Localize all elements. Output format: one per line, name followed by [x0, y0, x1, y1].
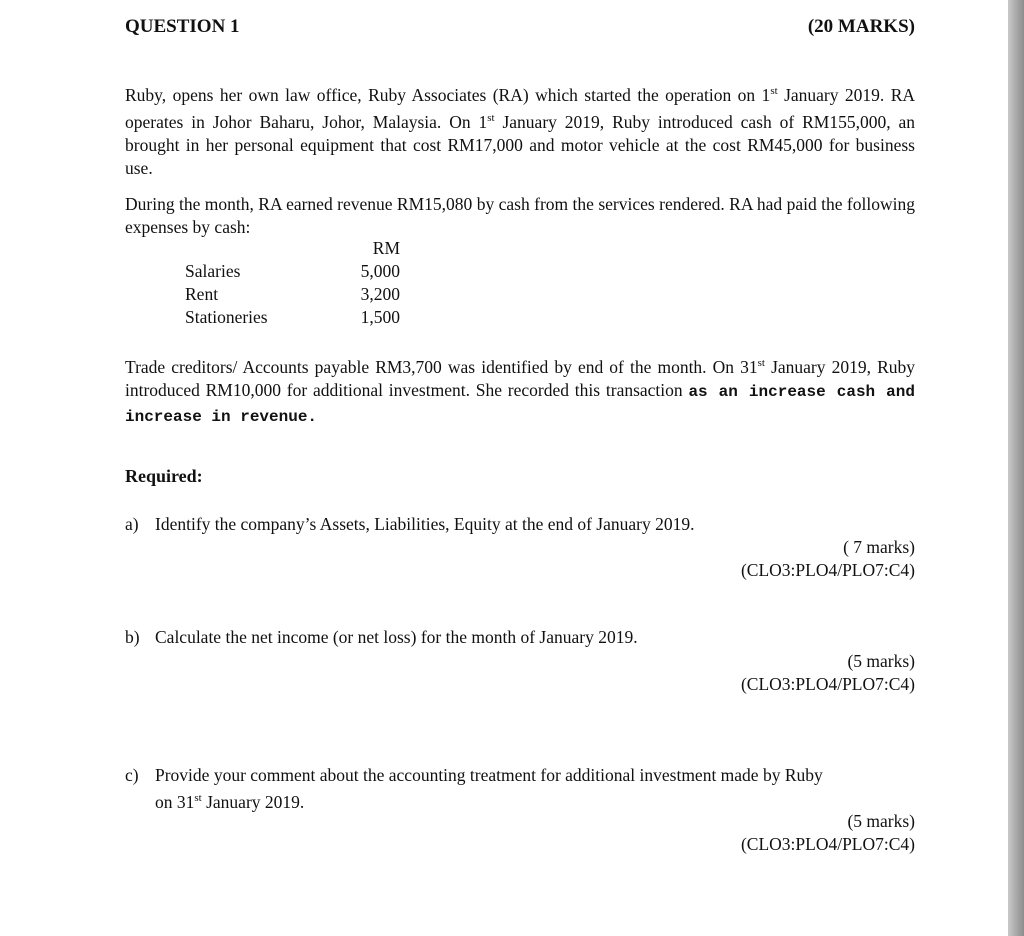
item-c-marks	[615, 810, 915, 856]
outcome-code: (CLO3:PLO4/PLO7:C4)	[740, 560, 915, 580]
question-title: QUESTION 1	[125, 16, 240, 37]
intro-ordinal-2: st	[487, 111, 495, 124]
page-edge-shadow	[1008, 0, 1024, 936]
intro-text-1: Ruby, opens her own law office, Ruby Associates (RA) which started the operation on 1	[125, 84, 771, 105]
creditors-emphasis: as an increase cash and increase in revenue.	[125, 382, 915, 426]
marks-value: (5 marks)	[847, 811, 915, 831]
expense-row	[185, 261, 400, 284]
expense-label: Rent	[185, 284, 219, 304]
intro-text-2: January 2019. RA operates in Johor Baharu, Johor, Malaysia. On 1	[125, 84, 916, 132]
expense-amount: 5,000	[360, 261, 400, 281]
creditors-ordinal: st	[757, 357, 765, 369]
intro-ordinal-1: st	[770, 85, 778, 97]
revenue-paragraph: During the month, RA earned revenue RM15,080 by cash from the services rendered. RA had paid the following expenses by cash:	[125, 194, 915, 237]
item-text: Calculate the net income (or net loss) for the month of January 2019.	[155, 627, 638, 647]
expenses-currency-header: RM	[372, 238, 400, 258]
expense-amount: 3,200	[360, 284, 400, 304]
marks-value: (5 marks)	[847, 651, 915, 671]
outcome-code: (CLO3:PLO4/PLO7:C4)	[740, 834, 915, 854]
item-text: Identify the company’s Assets, Liabilities, Equity at the end of January 2019.	[155, 514, 695, 534]
item-text-line-1: Provide your comment about the accounting treatment for additional investment made by Ruby	[155, 765, 823, 785]
outcome-code: (CLO3:PLO4/PLO7:C4)	[740, 674, 915, 694]
intro-text-3: January 2019, Ruby introduced cash of RM155,000, an brought in her personal equipment that cost RM17,000 and motor vehicle at the cost RM45,000 for business use.	[125, 111, 915, 178]
expense-amount: 1,500	[360, 307, 400, 327]
item-letter: c)	[125, 765, 139, 785]
item-letter: b)	[125, 627, 140, 647]
intro-paragraph	[125, 80, 915, 180]
item-a-marks	[615, 536, 915, 582]
creditors-paragraph	[125, 352, 915, 429]
marks-value: ( 7 marks)	[843, 537, 915, 557]
item-text-2b: January 2019.	[201, 791, 305, 812]
expense-label: Salaries	[185, 261, 241, 281]
creditors-text-1: Trade creditors/ Accounts payable RM3,700 was identified by end of the month. On 31	[125, 356, 758, 377]
item-text-2a: on 31	[155, 791, 195, 812]
required-heading: Required:	[125, 466, 203, 486]
expense-row	[185, 284, 400, 307]
question-total-marks: (20 MARKS)	[807, 16, 915, 37]
item-ordinal: st	[194, 792, 202, 804]
expense-label: Stationeries	[185, 307, 268, 327]
question-heading	[125, 16, 915, 42]
creditors-text-2: January 2019, Ruby introduced RM10,000 for additional investment. She recorded this transaction	[125, 356, 915, 400]
item-text	[155, 764, 915, 814]
item-letter: a)	[125, 514, 139, 534]
item-b-marks	[615, 650, 915, 696]
expense-row	[185, 307, 400, 330]
